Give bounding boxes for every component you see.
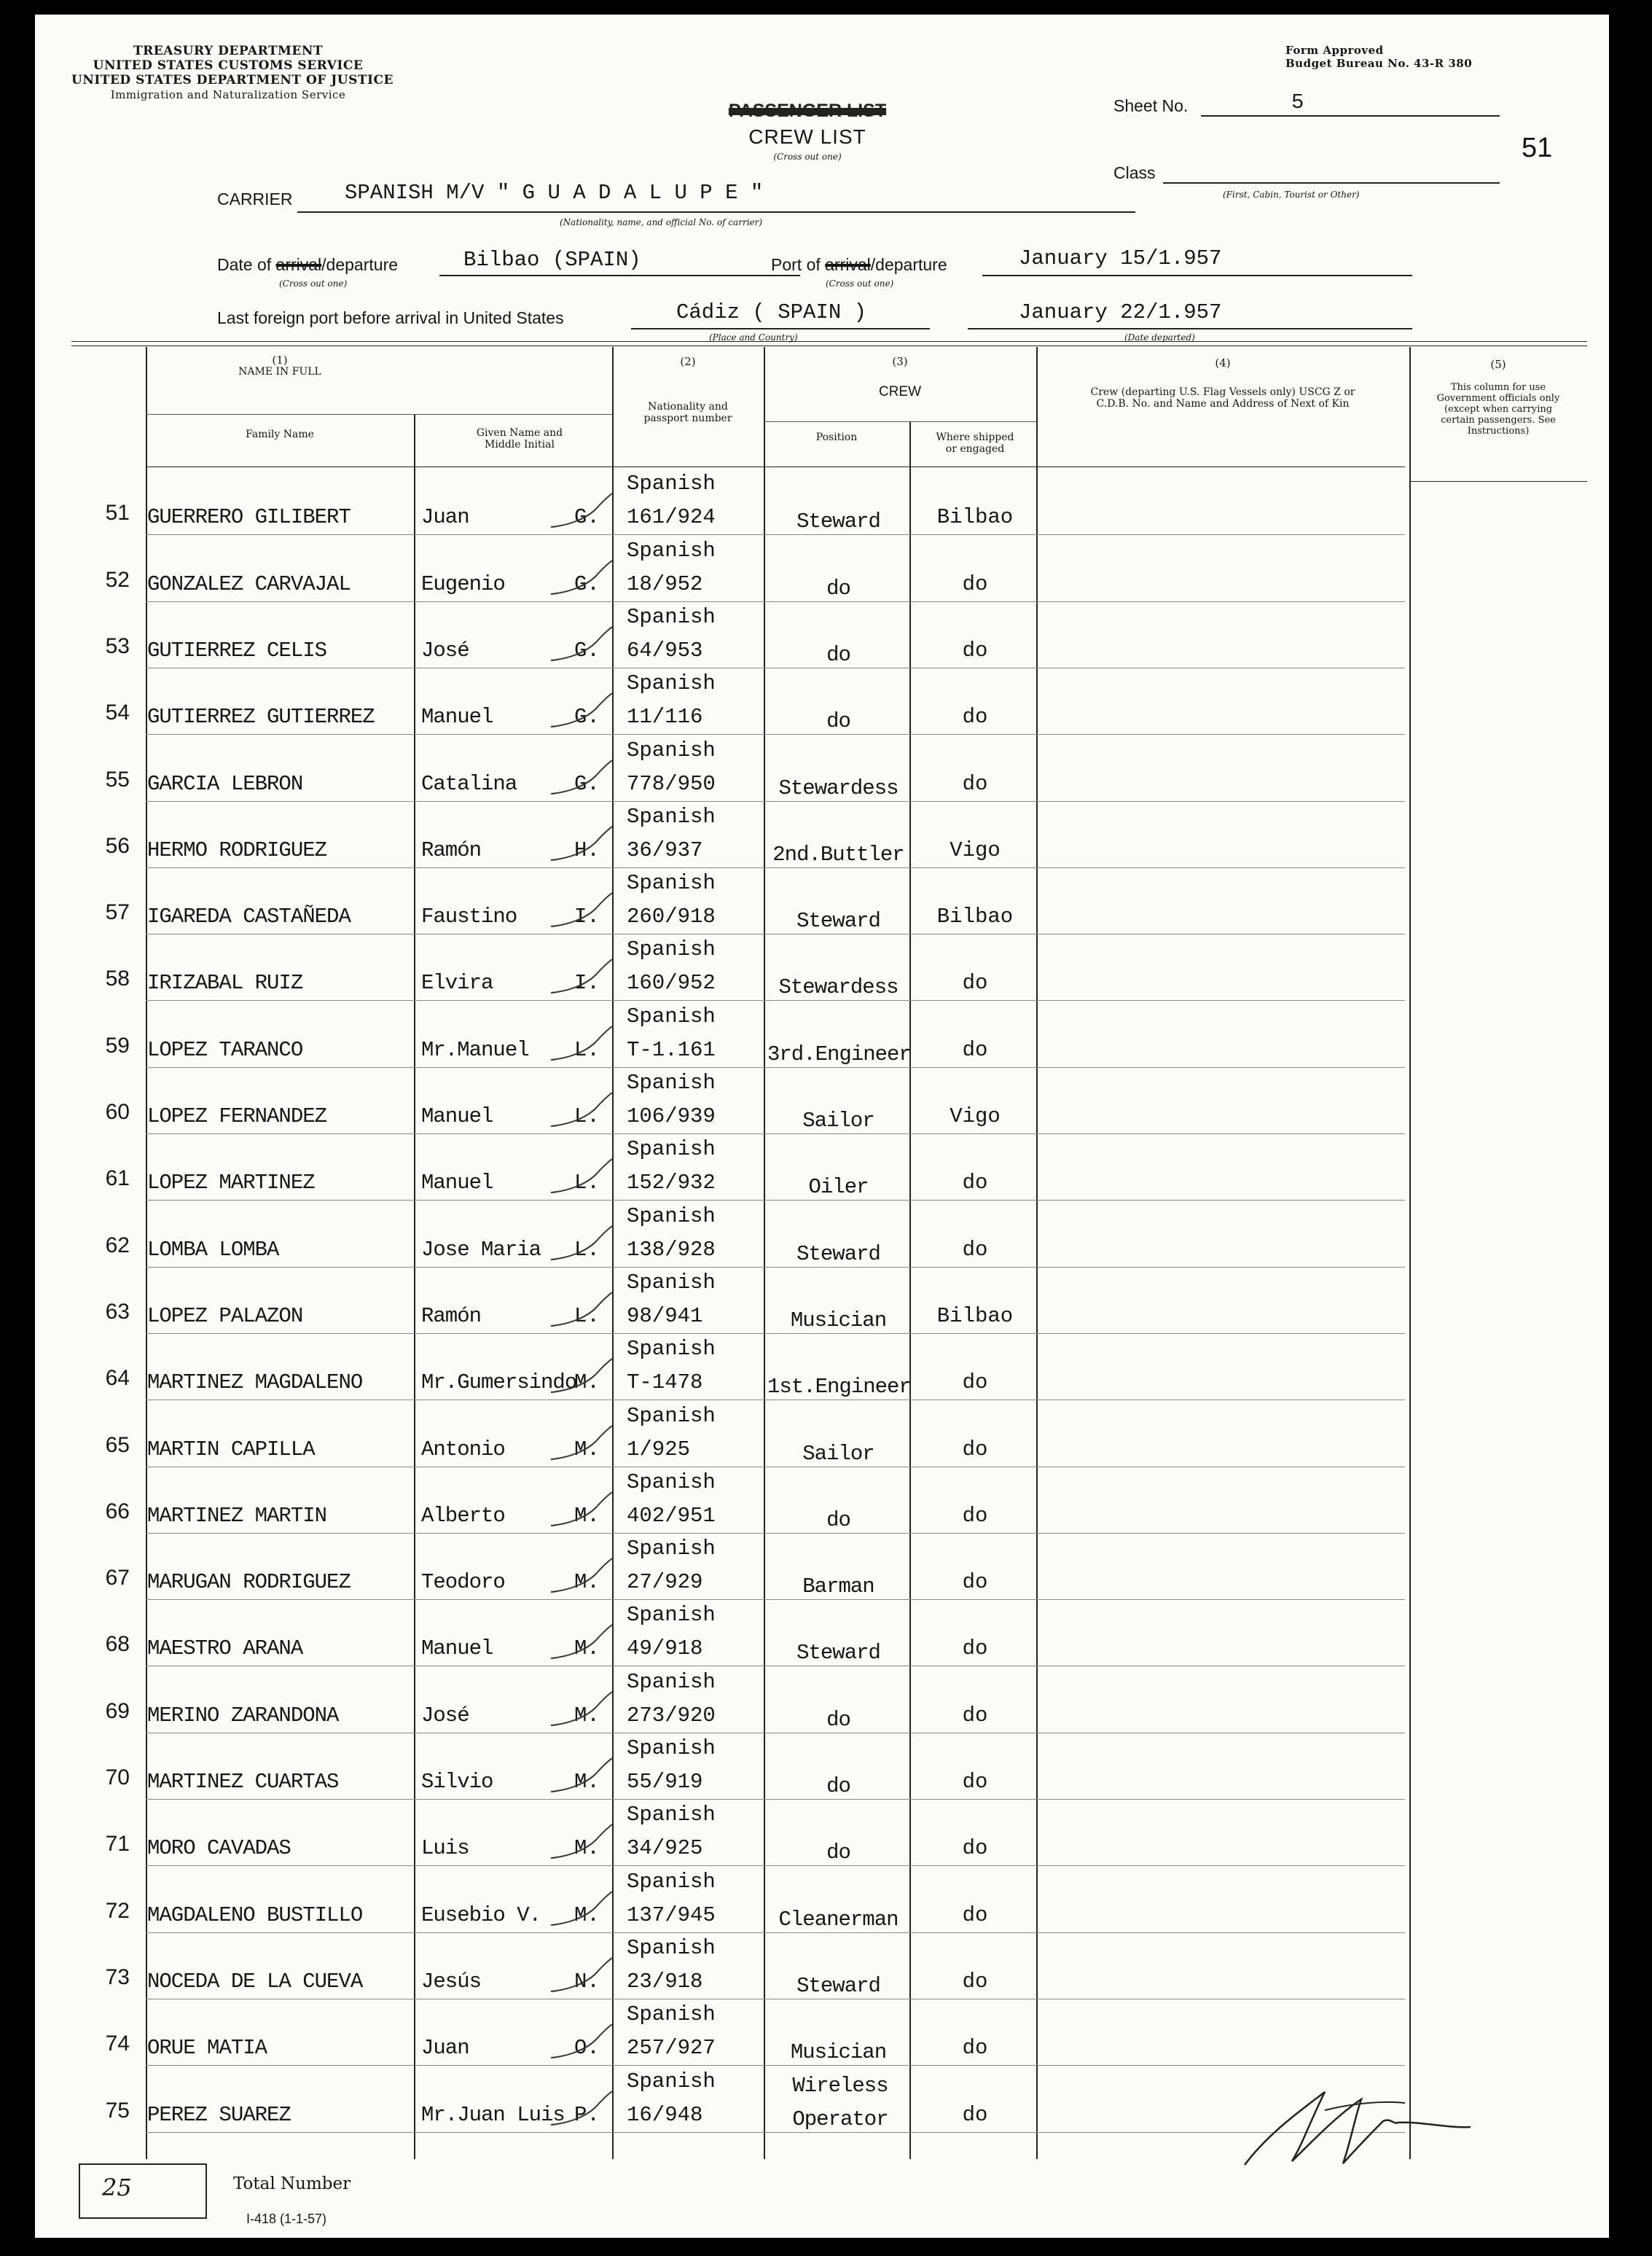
nationality: Spanish: [627, 2002, 716, 2027]
check-mark-icon: [545, 890, 618, 934]
row-number: 60: [105, 1100, 130, 1124]
form-approved-line: Budget Bureau No. 43-R 380: [1285, 57, 1473, 70]
passport-number: T-1478: [627, 1370, 703, 1395]
middle-initial: G.: [574, 638, 600, 663]
passport-number: 98/941: [627, 1303, 703, 1328]
position: Sailor: [802, 1109, 874, 1133]
signature-image: [1215, 2070, 1492, 2179]
nationality: Spanish: [627, 738, 716, 762]
position: Oiler: [808, 1175, 869, 1200]
sheet-underline: [1201, 115, 1500, 117]
where-shipped: do: [962, 571, 988, 596]
col2-number: (2): [680, 355, 696, 368]
middle-initial: M.: [574, 1703, 600, 1728]
last-port-value: Cádiz ( SPAIN ): [676, 300, 867, 324]
table-top-rule: [71, 341, 1587, 342]
where-shipped: do: [962, 638, 988, 663]
family-name: LOMBA LOMBA: [147, 1237, 279, 1262]
passport-number: 11/116: [627, 705, 703, 730]
position: Steward: [796, 1641, 880, 1666]
family-name: LOPEZ MARTINEZ: [147, 1171, 315, 1195]
position: Steward: [796, 510, 880, 534]
departed-underline: [968, 328, 1412, 329]
row-number: 72: [105, 1898, 130, 1923]
where-shipped: do: [962, 1171, 988, 1195]
col-divider-where: [909, 421, 911, 2159]
check-mark-icon: [545, 1289, 618, 1333]
row-number: 54: [105, 700, 130, 725]
check-mark-icon: [545, 1689, 618, 1733]
col1-number: (1): [272, 354, 288, 367]
given-name: Jesús: [421, 1969, 482, 1994]
nationality: Spanish: [627, 1004, 716, 1029]
family-name: IRIZABAL RUIZ: [147, 971, 303, 996]
dept-line: UNITED STATES DEPARTMENT OF JUSTICE: [71, 73, 394, 87]
middle-initial: L.: [574, 1237, 600, 1262]
given-name: Ramón: [421, 838, 482, 862]
total-number-box: [79, 2163, 207, 2219]
nationality: Spanish: [627, 1137, 716, 1162]
sheet-label: Sheet No.: [1113, 96, 1189, 115]
where-shipped: do: [962, 1037, 988, 1062]
where-shipped: do: [962, 1703, 988, 1728]
position: do: [826, 709, 850, 734]
check-mark-icon: [545, 824, 618, 867]
row-number: 64: [105, 1366, 130, 1391]
date-underline: [439, 275, 800, 276]
passport-number: 778/950: [627, 771, 716, 796]
where-shipped: Vigo: [950, 1104, 1001, 1128]
gov-use-header: This column for use Government officials only (except when carrying certain passengers. See Instructions): [1436, 382, 1560, 437]
check-mark-icon: [545, 2088, 618, 2132]
next-of-kin-header: Crew (departing U.S. Flag Vessels only) USCG Z or C.D.B. No. and Name and Address of Next of Kin: [1090, 386, 1355, 410]
position: Sailor: [802, 1441, 874, 1466]
given-name: Eusebio V.: [421, 1902, 541, 1927]
nationality: Spanish: [627, 1071, 716, 1095]
class-note: (First, Cabin, Tourist or Other): [1223, 190, 1360, 200]
position: Barman: [802, 1574, 874, 1599]
col4-number: (4): [1215, 356, 1231, 370]
check-mark-icon: [545, 1023, 618, 1067]
position: do: [826, 642, 850, 667]
where-shipped-header: Where shipped or engaged: [936, 432, 1014, 455]
nationality: Spanish: [627, 2069, 716, 2093]
departed-note: (Date departed): [1124, 332, 1195, 343]
check-mark-icon: [545, 1356, 618, 1400]
date-label-post: /departure: [321, 255, 399, 274]
col3-number: (3): [892, 355, 908, 368]
nationality: Spanish: [627, 871, 716, 896]
family-name: GONZALEZ CARVAJAL: [147, 571, 351, 596]
position: Steward: [796, 909, 880, 934]
title-note: (Cross out one): [773, 152, 842, 162]
given-name: Elvira: [421, 971, 493, 996]
date-label-struck: arrival: [275, 255, 322, 274]
middle-initial: M.: [574, 1636, 600, 1661]
family-name: MARTINEZ MARTIN: [147, 1503, 327, 1528]
family-name: MAGDALENO BUSTILLO: [147, 1902, 363, 1927]
form-approved: [1285, 44, 1472, 70]
middle-initial: M.: [574, 1503, 600, 1528]
middle-initial: H.: [574, 838, 600, 862]
passport-number: 273/920: [627, 1703, 716, 1728]
form-approved-line: Form Approved: [1285, 44, 1384, 57]
passport-number: 160/952: [627, 971, 716, 996]
family-name: MARTINEZ MAGDALENO: [147, 1370, 363, 1395]
passport-number: 16/948: [627, 2102, 703, 2127]
check-mark-icon: [545, 757, 618, 801]
nationality: Spanish: [627, 1603, 716, 1628]
row-number: 66: [105, 1499, 130, 1523]
where-shipped: do: [962, 1237, 988, 1262]
given-name: Manuel: [421, 1636, 493, 1661]
struck-title: PASSENGER LIST: [728, 101, 887, 121]
carrier-value: SPANISH M/V " G U A D A L U P E ": [345, 181, 764, 205]
given-name: Manuel: [421, 705, 493, 730]
position: Steward: [796, 1973, 880, 1998]
position: do: [826, 1774, 850, 1798]
passport-number: 64/953: [627, 638, 703, 663]
row-number: 56: [105, 833, 130, 858]
position: 1st.Engineer: [767, 1375, 911, 1400]
nationality: Spanish: [627, 671, 716, 696]
given-name: Manuel: [421, 1171, 493, 1195]
last-port-underline: [631, 328, 930, 329]
last-port-note: (Place and Country): [709, 332, 798, 343]
crew-header: CREW: [878, 384, 922, 399]
header-sub-rule-name: [146, 414, 612, 415]
check-mark-icon: [545, 1755, 618, 1799]
middle-initial: L.: [574, 1104, 600, 1128]
middle-initial: G.: [574, 505, 600, 530]
check-mark-icon: [545, 1223, 618, 1267]
header-sub-rule-crew: [764, 421, 1036, 422]
family-name: HERMO RODRIGUEZ: [147, 838, 327, 862]
middle-initial: G.: [574, 705, 600, 730]
middle-initial: M.: [574, 1437, 600, 1461]
check-mark-icon: [545, 1090, 618, 1133]
given-name: Eugenio: [421, 571, 505, 596]
nationality: Spanish: [627, 1337, 716, 1362]
given-name: Mr.Juan Luis: [421, 2102, 565, 2127]
page-number: 51: [1522, 133, 1553, 163]
total-number-value: 25: [102, 2174, 132, 2201]
check-mark-icon: [545, 1955, 618, 1999]
where-shipped: do: [962, 1969, 988, 1994]
where-shipped: do: [962, 1636, 988, 1661]
where-shipped: do: [962, 1370, 988, 1395]
given-name: Luis: [421, 1836, 469, 1861]
given-name: Alberto: [421, 1503, 505, 1528]
dept-line: TREASURY DEPARTMENT: [133, 44, 324, 58]
nationality: Spanish: [627, 1736, 716, 1760]
position: Stewardess: [778, 975, 899, 1000]
class-underline: [1163, 182, 1500, 184]
given-name: Catalina: [421, 771, 517, 796]
carrier-underline: [297, 211, 1135, 213]
passport-number: 34/925: [627, 1836, 703, 1861]
last-port-label: Last foreign port before arrival in United States: [217, 308, 564, 327]
row-number: 57: [105, 900, 130, 925]
given-name: Teodoro: [421, 1570, 505, 1595]
form-title: CREW LIST: [748, 125, 866, 148]
nationality: Spanish: [627, 472, 716, 496]
where-shipped: do: [962, 2102, 988, 2127]
family-name: PEREZ SUAREZ: [147, 2102, 291, 2127]
where-shipped: do: [962, 1770, 988, 1794]
passport-number: 23/918: [627, 1969, 703, 1994]
position: Wireless Operator: [792, 2073, 888, 2131]
passport-number: 18/952: [627, 571, 703, 596]
col-divider-gov: [1409, 347, 1411, 2159]
where-shipped: do: [962, 1570, 988, 1595]
sheet-number: 5: [1291, 90, 1304, 114]
total-number-label: Total Number: [233, 2174, 351, 2193]
nationality: Spanish: [627, 538, 716, 563]
middle-initial: P.: [574, 2102, 600, 2127]
nationality: Spanish: [627, 804, 716, 829]
middle-initial: G.: [574, 771, 600, 796]
middle-initial: L.: [574, 1171, 600, 1195]
middle-initial: O.: [574, 2036, 600, 2061]
position: do: [826, 1841, 850, 1865]
middle-initial: M.: [574, 1770, 600, 1794]
family-name: GUTIERREZ CELIS: [147, 638, 327, 663]
crew-list-form: [35, 15, 1609, 2238]
row-number: 53: [105, 633, 130, 658]
middle-initial: M.: [574, 1836, 600, 1861]
check-mark-icon: [545, 1423, 618, 1467]
form-code: I-418 (1-1-57): [246, 2212, 327, 2226]
row-number: 55: [105, 767, 130, 792]
departed-value: January 22/1.957: [1019, 300, 1222, 324]
given-name: Juan: [421, 505, 469, 530]
nationality: Spanish: [627, 604, 716, 629]
middle-initial: L.: [574, 1303, 600, 1328]
check-mark-icon: [545, 1822, 618, 1865]
where-shipped: Vigo: [950, 838, 1001, 862]
passport-number: 402/951: [627, 1503, 716, 1528]
middle-initial: I.: [574, 905, 600, 929]
col-divider-given: [414, 414, 415, 2159]
where-shipped: Bilbao: [936, 905, 1014, 929]
family-name: LOPEZ FERNANDEZ: [147, 1104, 327, 1128]
given-name: Silvio: [421, 1770, 493, 1794]
nationality: Spanish: [627, 1270, 716, 1295]
family-name: MARTIN CAPILLA: [147, 1437, 315, 1461]
row-number: 62: [105, 1233, 130, 1257]
given-name: Faustino: [421, 905, 517, 929]
given-name: Manuel: [421, 1104, 493, 1128]
row-number: 68: [105, 1632, 130, 1657]
position: Stewardess: [778, 776, 899, 800]
middle-initial: M.: [574, 1902, 600, 1927]
position: Musician: [790, 1308, 887, 1332]
nationality: Spanish: [627, 1803, 716, 1827]
nationality: Spanish: [627, 937, 716, 962]
passport-number: 36/937: [627, 838, 703, 862]
check-mark-icon: [545, 690, 618, 734]
col1-header: [146, 354, 414, 378]
position: 2nd.Buttler: [772, 842, 904, 867]
given-name: Ramón: [421, 1303, 482, 1328]
class-label: Class: [1113, 163, 1156, 182]
col-divider-crew: [764, 347, 765, 2159]
check-mark-icon: [545, 956, 618, 1000]
check-mark-icon: [545, 624, 618, 668]
given-name: José: [421, 1703, 469, 1728]
given-name: Mr.Gumersindo: [421, 1370, 577, 1395]
family-name: IGAREDA CASTAÑEDA: [147, 905, 351, 929]
family-name: MARUGAN RODRIGUEZ: [147, 1570, 351, 1595]
passport-number: 138/928: [627, 1237, 716, 1262]
nationality: Spanish: [627, 1469, 716, 1494]
family-name: MARTINEZ CUARTAS: [147, 1770, 339, 1794]
passport-number: 161/924: [627, 505, 716, 530]
col5-number: (5): [1490, 358, 1506, 371]
given-name: Jose Maria: [421, 1237, 541, 1262]
check-mark-icon: [545, 1156, 618, 1200]
check-mark-icon: [545, 1556, 618, 1599]
row-number: 51: [105, 501, 130, 526]
where-shipped: do: [962, 771, 988, 796]
where-shipped: do: [962, 705, 988, 730]
col1-title: NAME IN FULL: [238, 366, 321, 378]
position: Steward: [796, 1241, 880, 1266]
middle-initial: I.: [574, 971, 600, 996]
passport-number: 49/918: [627, 1636, 703, 1661]
position: Musician: [790, 2040, 887, 2065]
passport-number: 137/945: [627, 1902, 716, 1927]
position: Cleanerman: [778, 1907, 899, 1932]
port-underline: [982, 275, 1412, 276]
family-name: NOCEDA DE LA CUEVA: [147, 1969, 363, 1994]
family-name: GARCIA LEBRON: [147, 771, 303, 796]
row-number: 69: [105, 1698, 130, 1723]
check-mark-icon: [545, 1889, 618, 1932]
passport-number: 152/932: [627, 1171, 716, 1195]
family-name: GUERRERO GILIBERT: [147, 505, 351, 530]
position: do: [826, 1507, 850, 1532]
port-label-pre: Port of: [771, 255, 826, 274]
department-header: [71, 44, 394, 102]
passport-number: 1/925: [627, 1437, 691, 1461]
middle-initial: G.: [574, 571, 600, 596]
where-shipped: do: [962, 971, 988, 996]
family-name: ORUE MATIA: [147, 2036, 267, 2061]
check-mark-icon: [545, 2021, 618, 2065]
family-name: MERINO ZARANDONA: [147, 1703, 339, 1728]
date-cross-note: (Cross out one): [279, 278, 348, 289]
nationality: Spanish: [627, 1669, 716, 1694]
passport-number: 55/919: [627, 1770, 703, 1794]
carrier-note: (Nationality, name, and official No. of carrier): [560, 217, 763, 227]
row-number: 71: [105, 1832, 130, 1857]
family-name-header: Family Name: [246, 429, 314, 440]
col-divider-kin: [1036, 347, 1038, 2159]
check-mark-icon: [545, 1489, 618, 1533]
nationality-header: Nationality and passport number: [643, 401, 732, 424]
header-bottom-rule-gov: [1409, 481, 1587, 482]
middle-initial: M.: [574, 1570, 600, 1595]
port-cross-note: (Cross out one): [826, 278, 894, 289]
position: do: [826, 1707, 850, 1732]
where-shipped: Bilbao: [936, 505, 1014, 530]
check-mark-icon: [545, 558, 618, 601]
family-name: LOPEZ TARANCO: [147, 1037, 303, 1062]
passport-number: 260/918: [627, 905, 716, 929]
row-number: 58: [105, 967, 130, 991]
where-shipped: Bilbao: [936, 1303, 1014, 1328]
passport-number: 257/927: [627, 2036, 716, 2061]
given-name: Antonio: [421, 1437, 505, 1461]
row-number: 65: [105, 1432, 130, 1457]
where-shipped: do: [962, 1902, 988, 1927]
where-shipped: do: [962, 1437, 988, 1461]
dept-line: UNITED STATES CUSTOMS SERVICE: [93, 58, 364, 73]
given-name: Juan: [421, 2036, 469, 2061]
where-shipped: do: [962, 1503, 988, 1528]
family-name: MORO CAVADAS: [147, 1836, 291, 1861]
row-number: 63: [105, 1299, 130, 1324]
nationality: Spanish: [627, 1403, 716, 1428]
passport-number: T-1.161: [627, 1037, 716, 1062]
dept-line: Immigration and Naturalization Service: [110, 88, 346, 101]
position: 3rd.Engineer: [767, 1042, 911, 1066]
row-number: 61: [105, 1166, 130, 1191]
row-number: 74: [105, 2031, 130, 2056]
given-name: José: [421, 638, 469, 663]
row-number: 67: [105, 1566, 130, 1590]
row-number: 73: [105, 1964, 130, 1989]
date-label-pre: Date of: [217, 255, 276, 274]
where-shipped: do: [962, 1836, 988, 1861]
date-label: [217, 255, 398, 275]
row-number: 59: [105, 1033, 130, 1058]
port-value: January 15/1.957: [1019, 246, 1222, 270]
port-label-post: /departure: [870, 255, 947, 274]
where-shipped: do: [962, 2036, 988, 2061]
middle-initial: N.: [574, 1969, 600, 1994]
carrier-label: CARRIER: [217, 190, 293, 208]
nationality: Spanish: [627, 1869, 716, 1894]
check-mark-icon: [545, 1622, 618, 1666]
middle-initial: L.: [574, 1037, 600, 1062]
row-number: 70: [105, 1765, 130, 1789]
family-name: GUTIERREZ GUTIERREZ: [147, 705, 375, 730]
passport-number: 106/939: [627, 1104, 716, 1128]
check-mark-icon: [545, 491, 618, 534]
middle-initial: M.: [574, 1370, 600, 1395]
position-header: Position: [815, 432, 858, 443]
date-value: Bilbao (SPAIN): [463, 248, 641, 272]
nationality: Spanish: [627, 1203, 716, 1228]
family-name: LOPEZ PALAZON: [147, 1303, 303, 1328]
given-name: Mr.Manuel: [421, 1037, 529, 1062]
passport-number: 27/929: [627, 1570, 703, 1595]
nationality: Spanish: [627, 1537, 716, 1561]
family-name: MAESTRO ARANA: [147, 1636, 303, 1661]
position: do: [826, 576, 850, 601]
port-label: [771, 255, 947, 275]
row-number: 75: [105, 2098, 130, 2123]
port-label-struck: arrival: [825, 255, 871, 274]
nationality: Spanish: [627, 1935, 716, 1960]
row-number: 52: [105, 567, 130, 592]
given-name-header: Given Name and Middle Initial: [476, 427, 563, 450]
